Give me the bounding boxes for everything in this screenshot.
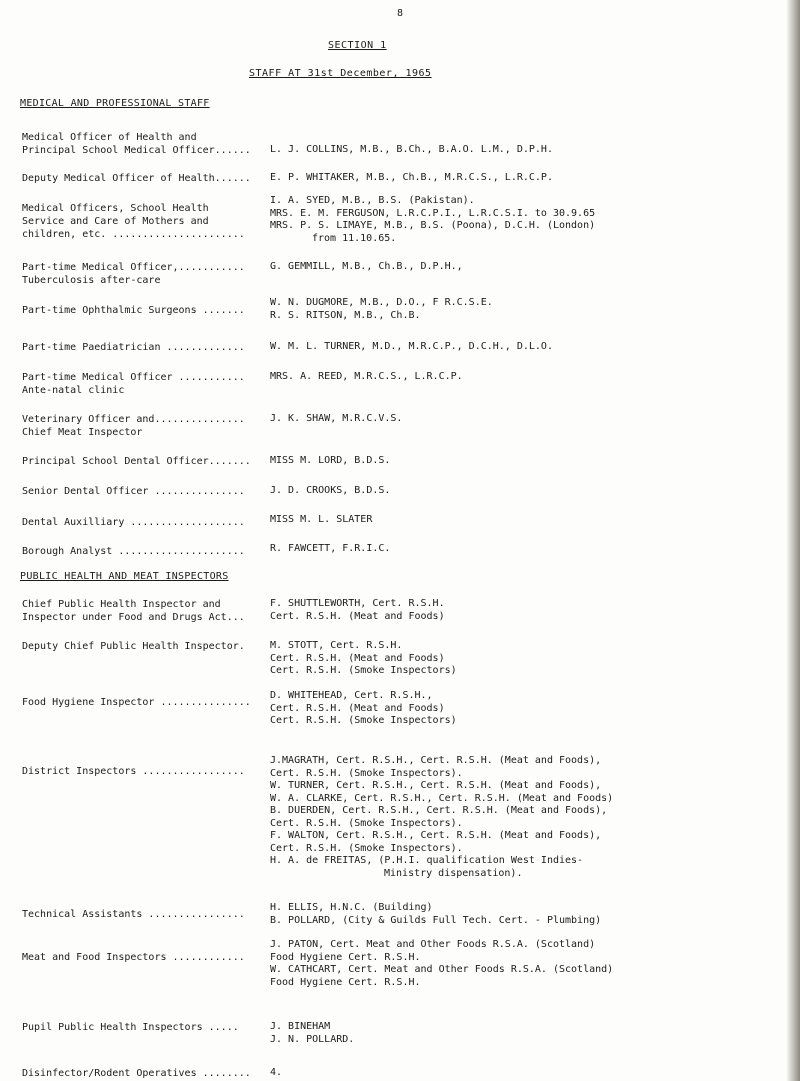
holder-line: E. P. WHITAKER, M.B., Ch.B., M.R.C.S., L.R.C.P. (270, 172, 553, 183)
staff-role (22, 202, 268, 241)
staff-holder (270, 172, 553, 185)
holder-line: J. PATON, Cert. Meat and Other Foods R.S.A. (Scotland) (270, 939, 596, 950)
holder-line: Food Hygiene Cert. R.S.H. (270, 951, 421, 963)
inspectors-heading: PUBLIC HEALTH AND MEAT INSPECTORS (20, 571, 229, 582)
role-line: Ante-natal clinic (22, 385, 125, 396)
page-number: 8 (397, 8, 404, 19)
staff-role (22, 485, 268, 498)
staff-holder (270, 543, 390, 556)
role-line: Service and Care of Mothers and (22, 216, 209, 227)
holder-line: J. D. CROOKS, B.D.S. (270, 485, 391, 496)
holder-line: Cert. R.S.H. (Meat and Foods) (270, 702, 445, 714)
holder-line: Food Hygiene Cert. R.S.H. (270, 976, 421, 988)
staff-role (22, 172, 268, 185)
role-line: Senior Dental Officer ............... (22, 486, 245, 497)
staff-role (22, 261, 268, 287)
staff-role (22, 131, 268, 157)
staff-role (22, 545, 268, 558)
section-title: SECTION 1 (328, 40, 387, 51)
staff-holder (270, 485, 390, 498)
role-line: Chief Meat Inspector (22, 427, 143, 438)
holder-line: L. J. COLLINS, M.B., B.Ch., B.A.O. L.M., D.P.H. (270, 144, 553, 155)
holder-line: Cert. R.S.H. (Smoke Inspectors) (270, 715, 457, 726)
staff-role (22, 341, 268, 354)
holder-line: I. A. SYED, M.B., B.S. (Pakistan). (270, 195, 475, 206)
holder-line: 4. (270, 1067, 283, 1078)
staff-holder (270, 371, 463, 384)
holder-line: F. SHUTTLEWORTH, Cert. R.S.H. (270, 598, 445, 609)
staff-role (22, 304, 268, 317)
role-line: Part-time Medical Officer ........... (22, 372, 245, 383)
staff-role (22, 640, 268, 653)
holder-line: MRS. A. REED, M.R.C.S., L.R.C.P. (270, 371, 463, 382)
staff-holder (270, 144, 553, 157)
staff-role (22, 696, 268, 709)
holder-line: J. N. POLLARD. (270, 1033, 355, 1045)
holder-line: MISS M. L. SLATER (270, 514, 373, 525)
staff-role (22, 413, 268, 439)
holder-line: Cert. R.S.H. (Smoke Inspectors) (270, 665, 457, 676)
holder-line: B. DUERDEN, Cert. R.S.H., Cert. R.S.H. (Meat and Foods), (270, 805, 608, 816)
holder-line: W. N. DUGMORE, M.B., D.O., F R.C.S.E. (270, 297, 493, 308)
staff-role (22, 598, 268, 624)
page-edge-shadow (786, 0, 800, 1081)
staff-holder (270, 1021, 354, 1046)
role-line: Medical Officer of Health and (22, 132, 197, 143)
holder-line: Cert. R.S.H. (Meat and Foods) (270, 652, 445, 664)
role-line: Deputy Medical Officer of Health...... (22, 173, 251, 184)
staff-holder (270, 902, 601, 927)
holder-line: Ministry dispensation). (384, 867, 523, 879)
holder-line: J.MAGRATH, Cert. R.S.H., Cert. R.S.H. (Meat and Foods), (270, 755, 602, 766)
holder-line: Cert. R.S.H. (Smoke Inspectors). (270, 842, 463, 854)
role-line: Chief Public Health Inspector and (22, 599, 221, 610)
holder-line: W. TURNER, Cert. R.S.H., Cert. R.S.H. (Meat and Foods), (270, 780, 602, 791)
holder-line: M. STOTT, Cert. R.S.H. (270, 640, 403, 651)
holder-line: Cert. R.S.H. (Smoke Inspectors). (270, 767, 463, 779)
role-line: Principal School Medical Officer...... (22, 145, 251, 156)
staff-holder (270, 297, 493, 322)
holder-line: R. S. RITSON, M.B., Ch.B. (270, 309, 421, 321)
staff-role (22, 1067, 268, 1080)
holder-line: from 11.10.65. (312, 232, 397, 244)
staff-holder (270, 640, 457, 678)
role-line: Technical Assistants ................ (22, 909, 245, 920)
role-line: Deputy Chief Public Health Inspector. (22, 641, 245, 652)
staff-role (22, 1021, 268, 1034)
role-line: Borough Analyst ..................... (22, 546, 245, 557)
role-line: children, etc. ...................... (22, 229, 245, 240)
holder-line: Cert. R.S.H. (Smoke Inspectors). (270, 817, 463, 829)
role-line: Tuberculosis after-care (22, 275, 161, 286)
role-line: Disinfector/Rodent Operatives ........ (22, 1068, 251, 1079)
staff-holder (270, 755, 613, 880)
staff-holder (270, 598, 445, 623)
holder-line: G. GEMMILL, M.B., Ch.B., D.P.H., (270, 261, 463, 272)
holder-line: MISS M. LORD, B.D.S. (270, 455, 391, 466)
staff-holder (270, 939, 613, 989)
holder-line: J. BINEHAM (270, 1021, 331, 1032)
staff-holder (270, 261, 463, 274)
role-line: Principal School Dental Officer....... (22, 456, 251, 467)
staff-role (22, 908, 268, 921)
staff-holder (270, 413, 402, 426)
role-line: Veterinary Officer and............... (22, 414, 245, 425)
staff-holder (270, 341, 553, 354)
holder-line: H. A. de FREITAS, (P.H.I. qualification West Indies- (270, 855, 584, 866)
holder-line: MRS. E. M. FERGUSON, L.R.C.P.I., L.R.C.S.I. to 30.9.65 (270, 207, 596, 219)
role-line: Meat and Food Inspectors ............ (22, 952, 245, 963)
staff-holder (270, 455, 390, 468)
holder-line: F. WALTON, Cert. R.S.H., Cert. R.S.H. (Meat and Foods), (270, 830, 602, 841)
staff-role (22, 951, 268, 964)
role-line: Medical Officers, School Health (22, 203, 209, 214)
role-line: Food Hygiene Inspector ............... (22, 697, 251, 708)
role-line: Dental Auxilliary ................... (22, 517, 245, 528)
staff-role (22, 455, 268, 468)
staff-holder (270, 514, 372, 527)
holder-line: W. M. L. TURNER, M.D., M.R.C.P., D.C.H., D.L.O. (270, 341, 553, 352)
staff-role (22, 765, 268, 778)
role-line: Part-time Ophthalmic Surgeons ....... (22, 305, 245, 316)
holder-line: W. A. CLARKE, Cert. R.S.H., Cert. R.S.H. (Meat and Foods) (270, 792, 614, 804)
staff-holder (270, 195, 595, 245)
holder-line: MRS. P. S. LIMAYE, M.B., B.S. (Poona), D.C.H. (London) (270, 220, 596, 231)
holder-line: W. CATHCART, Cert. Meat and Other Foods R.S.A. (Scotland) (270, 964, 614, 975)
holder-line: D. WHITEHEAD, Cert. R.S.H., (270, 690, 433, 701)
holder-line: Cert. R.S.H. (Meat and Foods) (270, 610, 445, 622)
staff-role (22, 371, 268, 397)
holder-line: H. ELLIS, H.N.C. (Building) (270, 902, 433, 913)
role-line: District Inspectors ................. (22, 766, 245, 777)
role-line: Part-time Paediatrician ............. (22, 342, 245, 353)
staff-holder (270, 690, 457, 728)
holder-line: B. POLLARD, (City & Guilds Full Tech. Cert. - Plumbing) (270, 914, 602, 926)
holder-line: R. FAWCETT, F.R.I.C. (270, 543, 391, 554)
role-line: Part-time Medical Officer,........... (22, 262, 245, 273)
staff-role (22, 516, 268, 529)
role-line: Pupil Public Health Inspectors ..... (22, 1022, 239, 1033)
role-line: Inspector under Food and Drugs Act... (22, 612, 245, 623)
holder-line: J. K. SHAW, M.R.C.V.S. (270, 413, 403, 424)
staff-title: STAFF AT 31st December, 1965 (249, 68, 432, 79)
staff-holder (270, 1067, 282, 1080)
medical-staff-heading: MEDICAL AND PROFESSIONAL STAFF (20, 98, 210, 109)
